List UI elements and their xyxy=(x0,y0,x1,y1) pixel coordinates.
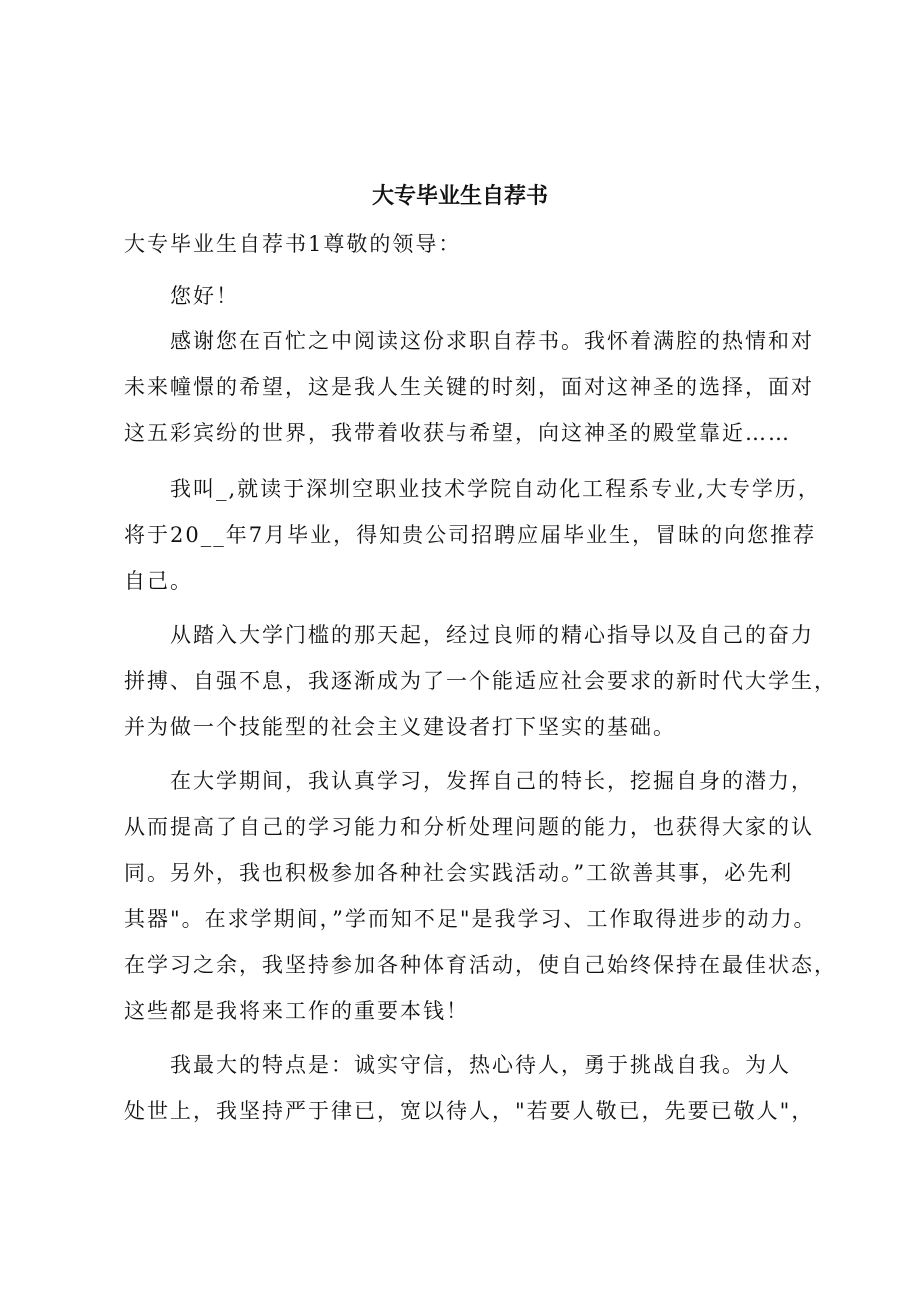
greeting-heading-line: 大专毕业生自荐书1尊敬的领导： xyxy=(124,232,462,256)
paragraph-4-line-3: 同。另外，我也积极参加各种社会实践活动。”工欲善其事，必先利 xyxy=(124,861,794,885)
paragraph-4-line-6: 这些都是我将来工作的重要本钱！ xyxy=(124,999,469,1023)
paragraph-1-line-2: 未来幢憬的希望，这是我人生关键的时刻，面对这神圣的选择，面对 xyxy=(124,375,814,399)
paragraph-1-line-3: 这五彩宾纷的世界，我带着收获与希望，向这神圣的殿堂靠近…… xyxy=(124,421,791,445)
paragraph-2-line-1: 我叫_,就读于深圳空职业技术学院自动化工程系专业,大专学历， xyxy=(170,477,821,501)
paragraph-4-line-4: 其器"。在求学期间，”学而知不足"是我学习、工作取得进步的动力。 xyxy=(124,907,817,931)
paragraph-4-line-5: 在学习之余，我坚持参加各种体育活动，使自己始终保持在最佳状态， xyxy=(124,953,837,977)
paragraph-3-line-2: 拼搏、自强不息，我逐渐成为了一个能适应社会要求的新时代大学生， xyxy=(124,669,837,693)
paragraph-1-line-1: 感谢您在百忙之中阅读这份求职自荐书。我怀着满腔的热情和对 xyxy=(170,329,814,353)
paragraph-5-line-1: 我最大的特点是：诚实守信，热心待人，勇于挑战自我。为人 xyxy=(170,1053,791,1077)
document-title: 大专毕业生自荐书 xyxy=(371,184,548,209)
salutation-line: 您好！ xyxy=(170,284,239,308)
paragraph-5-line-2: 处世上，我坚持严于律已，宽以待人，"若要人敬已，先要已敬人"， xyxy=(124,1099,815,1123)
paragraph-4-line-2: 从而提高了自己的学习能力和分析处理问题的能力，也获得大家的认 xyxy=(124,815,814,839)
paragraph-3-line-3: 并为做一个技能型的社会主义建设者打下坚实的基础。 xyxy=(124,715,676,739)
paragraph-4-line-1: 在大学期间，我认真学习，发挥自己的特长，挖掘自身的潜力， xyxy=(170,769,814,793)
paragraph-3-line-1: 从踏入大学门槛的那天起，经过良师的精心指导以及自己的奋力 xyxy=(170,623,814,647)
paragraph-2-line-2: 将于20__年7月毕业，得知贵公司招聘应届毕业生，冒昧的向您推荐 xyxy=(124,523,817,547)
paragraph-2-line-3: 自己。 xyxy=(124,569,193,593)
